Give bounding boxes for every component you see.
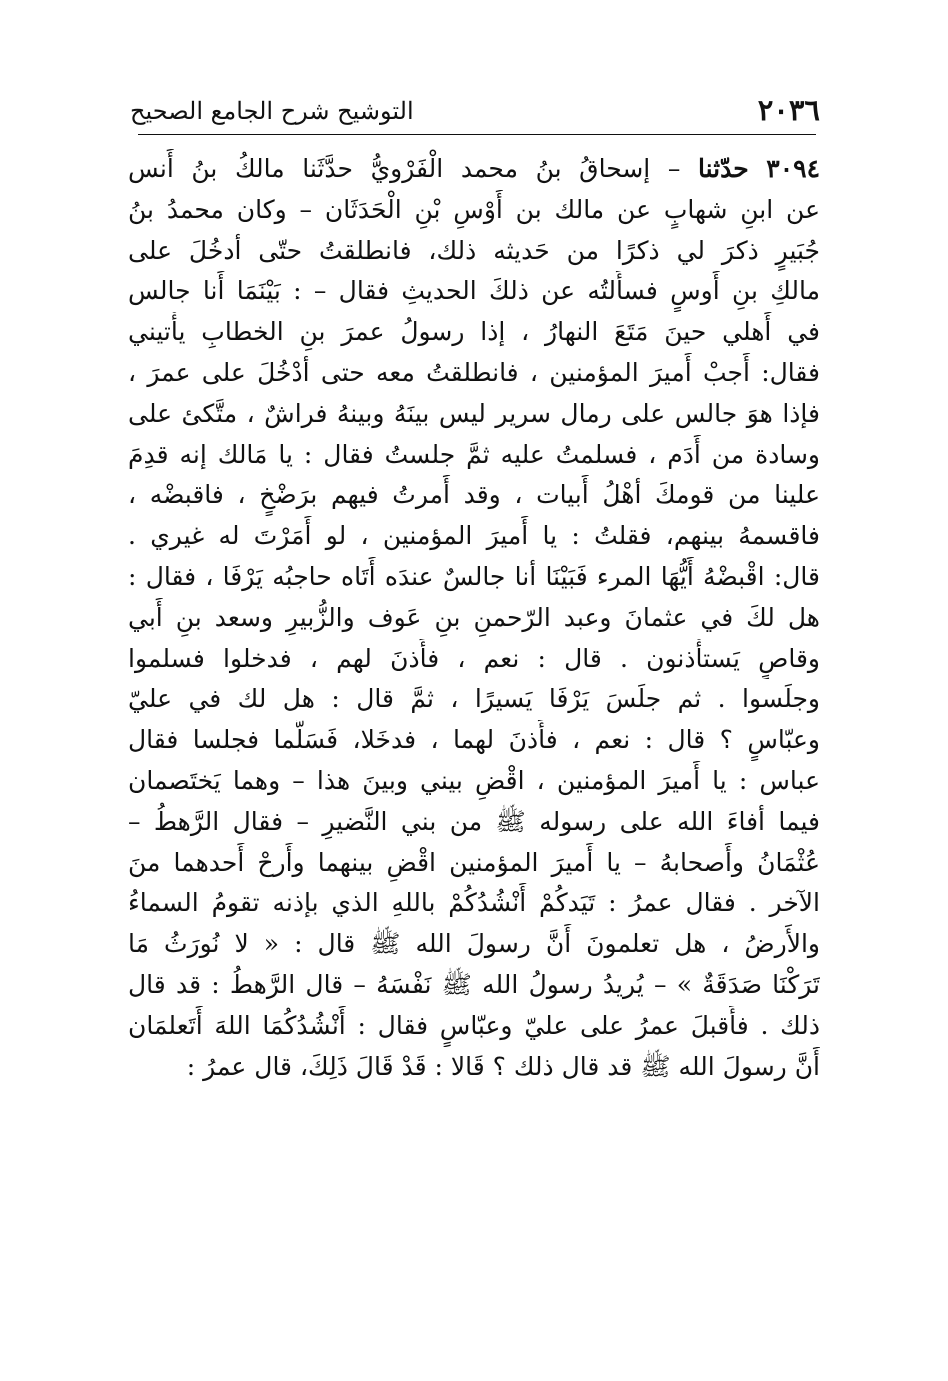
- text-line: أَنَّ رسولَ الله ﷺ قد قال ذلك ؟ قَالا : قَدْ قَالَ ذَلِكَ، قال عمرُ :: [186, 1051, 820, 1081]
- text-line: هل لكَ في عثمانَ وعبد الرّحمنِ بنِ عَوف والزُّبيرِ وسعد بنِ أَبي: [128, 602, 820, 632]
- text-line: عُثْمَانُ وأَصحابهُ – يا أَميرَ المؤمنين اقْضِ بينهما وأَرحْ أَحدهما منَ: [128, 847, 820, 877]
- text-line: ذلك . فأَقبلَ عمرُ على عليّ وعبّاسٍ فقال : أَنْشُدُكُمَا اللهَ أَتَعلمَان: [128, 1010, 820, 1040]
- text-line: والأَرضُ ، هل تعلمونَ أَنَّ رسولَ الله ﷺ قال : « لا نُورَثُ مَا: [128, 929, 820, 959]
- text-line: وسادة من أَدَم ، فسلمتُ عليه ثمَّ جلستُ فقال : يا مَالك إنه قدِمَ: [128, 439, 820, 469]
- text-line: وجلَسوا . ثم جلَسَ يَرْفَا يَسيرًا ، ثمَّ قال : هل لك في عليّ: [128, 684, 820, 714]
- hadith-text: [128, 149, 820, 1087]
- page-header: [130, 92, 820, 132]
- text-line: قال: اقْبضْهُ أَيُّهَا المرء فَبَيْنَا أنا جالسٌ عندَه أَتَاه حاجبُه يَرْفَا ، فقال :: [128, 561, 820, 591]
- text-line: فيما أفاءَ الله على رسوله ﷺ من بني النَّضيرِ – فقال الرَّهطُ –: [128, 806, 820, 836]
- text-line: فاقسمهُ بينهم، فقلتُ : يا أَميرَ المؤمنين ، لو أَمَرْتَ له غيري .: [128, 521, 820, 551]
- text-line: فقال: أَجبْ أَميرَ المؤمنين ، فانطلقتُ معه حتى أدْخُلَ على عمرَ ،: [128, 357, 820, 387]
- text-line: جُبَيرٍ ذكرَ لي ذكرًا من حَديثه ذلك، فانطلقتُ حتّى أدخُلَ على: [128, 235, 820, 265]
- text-line: علينا من قومكَ أهْلُ أَبيات ، وقد أَمرتُ فيهم برَضْخٍ ، فاقبضْه ،: [128, 480, 820, 510]
- text-line: وقاصٍ يَستأْذنون . قال : نعم ، فأَذنَ لهم ، فدخلوا فسلموا: [128, 643, 820, 673]
- text-line: عن ابنِ شهابٍ عن مالك بن أَوْسِ بْنِ الْحَدَثَان – وكان محمدُ بنُ: [128, 194, 820, 224]
- hadith-number: ٣٠٩٤: [766, 154, 820, 183]
- text-line: الآخر . فقال عمرُ : تَيَدكُمْ أَنْشُدُكُمْ باللهِ الذي بإذنه تقومُ السماءُ: [128, 888, 820, 918]
- header-divider: [138, 134, 816, 135]
- page-number: ٢٠٣٦: [757, 93, 820, 127]
- text-line-content: – إسحاقُ بنُ محمد الْفَرْويُّ حدَّثَنا مالكُ بنُ أَنس: [128, 154, 681, 183]
- hadith-opening: حدّثنا: [697, 154, 749, 183]
- text-line: [128, 149, 820, 190]
- text-line: مالكِ بنِ أَوسٍ فسأَلتُه عن ذلكَ الحديثِ فقال – : بَيْنَمَا أَنا جالس: [128, 276, 820, 306]
- running-title: التوشيح شرح الجامع الصحيح: [130, 97, 414, 125]
- text-line: عباس : يا أَميرَ المؤمنين ، اقْضِ بيني وبينَ هذا – وهما يَختَصمان: [128, 765, 820, 795]
- text-line: تَرَكْنَا صَدَقَةٌ » – يُريدُ رسولُ الله ﷺ نَفْسَهُ – قال الرَّهطُ : قد قال: [128, 969, 820, 999]
- text-line: في أَهلي حينَ مَتَعَ النهارُ ، إذا رسولُ عمرَ بنِ الخطابِ يأْتيني: [128, 317, 820, 347]
- text-line: وعبّاسٍ ؟ قال : نعم ، فأَذنَ لهما ، فدخَلا، فَسَلَّما فجلسا فقال: [128, 725, 820, 755]
- text-line: فإذا هوَ جالس على رمال سرير ليس بينَهُ وبينهُ فراشٌ ، متَّكئ على: [128, 398, 820, 428]
